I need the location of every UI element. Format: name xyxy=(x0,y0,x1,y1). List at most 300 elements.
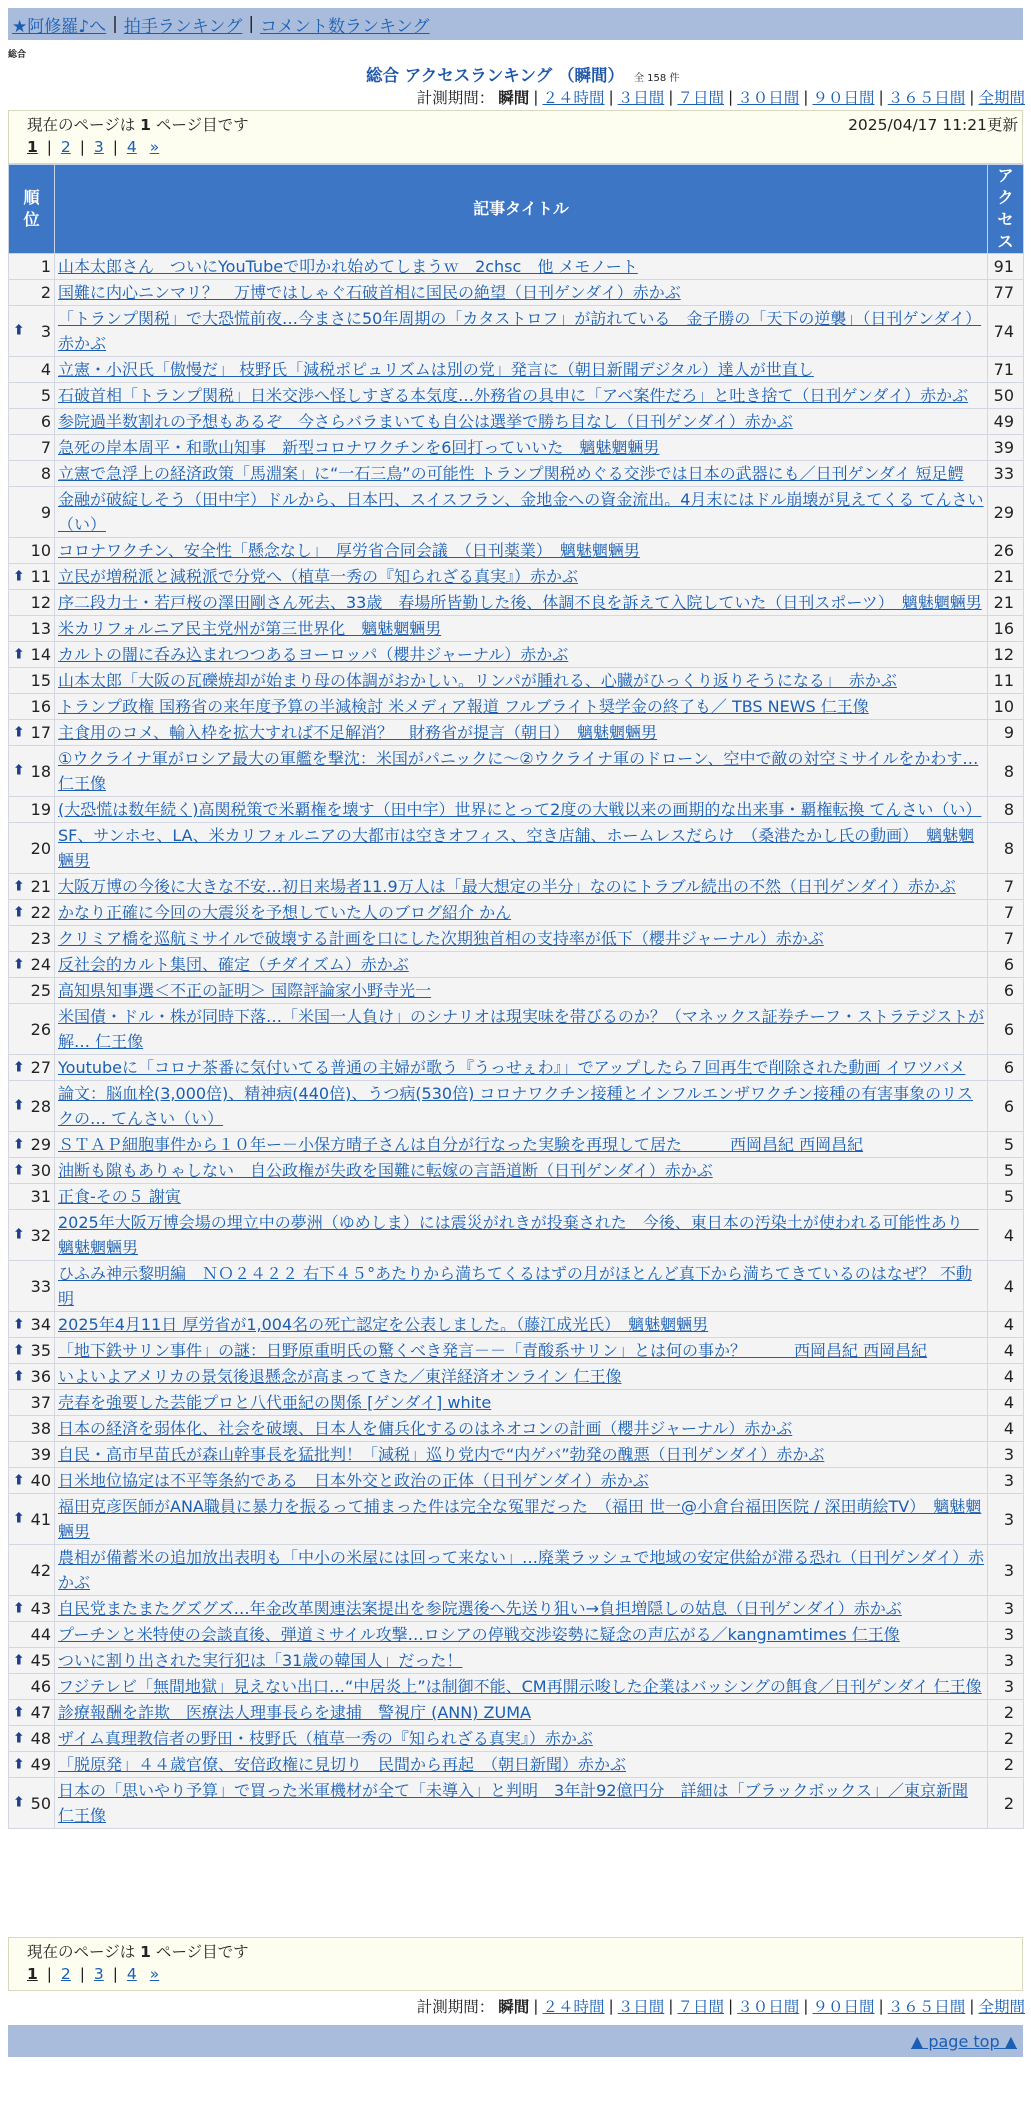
table-row xyxy=(9,1312,1024,1338)
access-count: 71 xyxy=(988,357,1024,383)
access-count: 6 xyxy=(988,1055,1024,1081)
page-current: 1 xyxy=(27,1965,38,1983)
title-cell xyxy=(55,874,988,900)
title-cell xyxy=(55,254,988,280)
table-row xyxy=(9,642,1024,668)
article-link[interactable]: 高知県知事選＜不正の証明＞ 国際評論家小野寺光一 xyxy=(58,981,432,1000)
table-row xyxy=(9,280,1024,306)
rank-number: 22 xyxy=(30,903,51,922)
rank-number: 23 xyxy=(30,929,51,948)
article-link[interactable]: 2025年4月11日 厚労省が1,004名の死亡認定を公表しました。（藤江成光氏） 魑魅魍魎男 xyxy=(58,1315,709,1334)
page-link-4[interactable]: 4 xyxy=(126,1965,137,1983)
article-link[interactable]: 「トランプ関税」で大恐慌前夜…今まさに50年周期の「カタストロフ」が訪れている 金子勝の「天下の逆襲」（日刊ゲンダイ）赤かぶ xyxy=(58,309,982,353)
title-cell xyxy=(55,1700,988,1726)
rank-cell xyxy=(9,487,55,538)
title-cell xyxy=(55,590,988,616)
article-link[interactable]: フジテレビ「無間地獄」見えない出口…“中居炎上”は制御不能、CM再開示唆した企業はバッシングの餌食／日刊ゲンダイ 仁王像 xyxy=(58,1677,982,1696)
title-cell xyxy=(55,1468,988,1494)
arrow-up-icon: ⬆ xyxy=(13,1226,25,1243)
table-row xyxy=(9,900,1024,926)
table-row xyxy=(9,1468,1024,1494)
table-row xyxy=(9,435,1024,461)
access-count: 7 xyxy=(988,874,1024,900)
table-row xyxy=(9,1648,1024,1674)
title-cell xyxy=(55,797,988,823)
page-top-link[interactable]: ▲ page top ▲ xyxy=(910,2031,1017,2051)
rank-cell xyxy=(9,1778,55,1829)
table-row xyxy=(9,590,1024,616)
rank-number: 45 xyxy=(30,1651,51,1670)
table-row xyxy=(9,926,1024,952)
article-link[interactable]: トランプ政権 国務省の来年度予算の半減検討 米メディア報道 フルブライト奨学金の終了も／ TBS NEWS 仁王像 xyxy=(58,697,869,716)
rank-cell xyxy=(9,1338,55,1364)
title-cell xyxy=(55,978,988,1004)
article-link[interactable]: クリミア橋を巡航ミサイルで破壊する計画を口にした次期独首相の支持率が低下（櫻井ジャーナル）赤かぶ xyxy=(58,929,824,948)
page-link-3[interactable]: 3 xyxy=(93,138,104,156)
nav-separator: | xyxy=(112,14,118,34)
arrow-up-icon: ⬆ xyxy=(13,1342,25,1358)
rank-number: 4 xyxy=(40,360,51,379)
rank-cell xyxy=(9,978,55,1004)
period-link-7d[interactable]: ７日間 xyxy=(677,1998,724,2016)
table-row xyxy=(9,797,1024,823)
article-link[interactable]: 石破首相「トランプ関税」日米交渉へ怪しすぎる本気度…外務省の具申に「アベ案件だろ」と吐き捨て（日刊ゲンダイ）赤かぶ xyxy=(58,386,969,405)
article-link[interactable]: 日米地位協定は不平等条約である 日本外交と政治の正体（日刊ゲンダイ）赤かぶ xyxy=(58,1471,649,1490)
table-row xyxy=(9,1416,1024,1442)
rank-cell xyxy=(9,538,55,564)
arrow-up-icon: ⬆ xyxy=(13,1368,25,1384)
rank-number: 20 xyxy=(30,838,51,858)
table-row xyxy=(9,487,1024,538)
access-count: 49 xyxy=(988,409,1024,435)
article-link[interactable]: 論文：脳血栓(3,000倍)、精神病(440倍)、うつ病(530倍) コロナワクチン接種とインフルエンザワクチン接種の有害事象のリスクの… てんさい（い） xyxy=(58,1084,973,1128)
access-count: 6 xyxy=(988,1004,1024,1055)
rank-cell xyxy=(9,1364,55,1390)
article-link[interactable]: 国難に内心ニンマリ？ 万博ではしゃぐ石破首相に国民の絶望（日刊ゲンダイ）赤かぶ xyxy=(58,283,681,302)
rank-cell xyxy=(9,461,55,487)
table-row xyxy=(9,1442,1024,1468)
article-link[interactable]: ＳＴＡＰ細胞事件から１０年ー－小保方晴子さんは自分が行なった実験を再現して居た 西岡昌紀 西岡昌紀 xyxy=(58,1135,864,1154)
arrow-up-icon: ⬆ xyxy=(13,1730,25,1746)
article-link[interactable]: 立民が増税派と減税派で分党へ（植草一秀の『知られざる真実』）赤かぶ xyxy=(58,567,579,586)
table-row xyxy=(9,1132,1024,1158)
access-count: 5 xyxy=(988,1184,1024,1210)
table-row xyxy=(9,1545,1024,1596)
rank-number: 35 xyxy=(30,1341,51,1360)
article-link[interactable]: 売春を強要した芸能プロと八代亜紀の関係 [ゲンダイ] white xyxy=(58,1393,492,1412)
access-count: 2 xyxy=(988,1778,1024,1829)
table-row xyxy=(9,357,1024,383)
rank-number: 11 xyxy=(30,567,51,586)
nav-link-comment-ranking[interactable]: コメント数ランキング xyxy=(260,16,430,37)
access-count: 2 xyxy=(988,1700,1024,1726)
table-row xyxy=(9,1261,1024,1312)
article-link[interactable]: 油断も隙もありゃしない 自公政権が失政を国難に転嫁の言語道断（日刊ゲンダイ）赤かぶ xyxy=(58,1161,713,1180)
rank-number: 50 xyxy=(30,1793,51,1813)
article-link[interactable]: プーチンと米特使の会談直後、弾道ミサイル攻撃…ロシアの停戦交渉姿勢に疑念の声広がる／kangnamtimes 仁王像 xyxy=(58,1625,900,1644)
table-row xyxy=(9,1674,1024,1700)
access-count: 2 xyxy=(988,1726,1024,1752)
title-cell xyxy=(55,1622,988,1648)
article-link[interactable]: 診療報酬を詐欺 医療法人理事長らを逮捕 警視庁 (ANN) ZUMA xyxy=(58,1703,531,1722)
page-link-next[interactable]: » xyxy=(149,1965,160,1983)
top-nav xyxy=(8,8,1023,40)
period-link-90d[interactable]: ９０日間 xyxy=(812,1998,875,2016)
rank-number: 16 xyxy=(30,697,51,716)
title-cell xyxy=(55,616,988,642)
table-row xyxy=(9,383,1024,409)
access-count: 26 xyxy=(988,538,1024,564)
period-link-90d[interactable]: ９０日間 xyxy=(812,89,875,107)
rank-cell xyxy=(9,823,55,874)
rank-cell xyxy=(9,564,55,590)
access-count: 3 xyxy=(988,1622,1024,1648)
period-link-365d[interactable]: ３６５日間 xyxy=(887,1998,966,2016)
rank-cell xyxy=(9,952,55,978)
title-cell xyxy=(55,1055,988,1081)
title-cell xyxy=(55,1364,988,1390)
ranking-title-row xyxy=(366,62,679,84)
arrow-up-icon: ⬆ xyxy=(13,1136,25,1152)
article-link[interactable]: SF、サンホセ、LA、米カリフォルニアの大都市は空きオフィス、空き店舗、ホームレスだらけ （桑港たかし氏の動画） 魑魅魍魎男 xyxy=(58,826,975,870)
period-link-30d[interactable]: ３０日間 xyxy=(737,89,800,107)
title-cell xyxy=(55,1158,988,1184)
table-row xyxy=(9,1081,1024,1132)
rank-cell xyxy=(9,616,55,642)
article-link[interactable]: 山本太郎さん ついにYouTubeで叩かれ始めてしまうｗ 2chsc 他 メモノート xyxy=(58,257,638,276)
rank-number: 10 xyxy=(30,541,51,560)
rank-cell xyxy=(9,1726,55,1752)
rank-cell xyxy=(9,1674,55,1700)
article-link[interactable]: ひふみ神示黎明編 ＮＯ２４２２ 右下４５°あたりから満ちてくるはずの月がほとんど真下から満ちてきているのはなぜ？ 不動明 xyxy=(58,1264,972,1308)
rank-cell xyxy=(9,1752,55,1778)
rank-number: 21 xyxy=(30,877,51,896)
article-link[interactable]: 立憲・小沢氏「傲慢だ」 枝野氏「減税ポピュリズムは別の党」発言に（朝日新聞デジタル）達人が世直し xyxy=(58,360,814,379)
period-link-all[interactable]: 全期間 xyxy=(978,89,1025,107)
table-row xyxy=(9,1364,1024,1390)
period-link-24h[interactable]: ２４時間 xyxy=(542,1998,605,2016)
title-cell xyxy=(55,280,988,306)
arrow-up-icon: ⬆ xyxy=(13,956,25,972)
rank-cell xyxy=(9,383,55,409)
access-count: 6 xyxy=(988,978,1024,1004)
article-link[interactable]: Youtubeに「コロナ茶番に気付いてる普通の主婦が歌う『うっせぇわ』」でアップしたら７回再生で削除された動画 イワツバメ xyxy=(58,1058,966,1077)
table-row xyxy=(9,1622,1024,1648)
footer-bar xyxy=(8,2025,1023,2057)
article-link[interactable]: かなり正確に今回の大震災を予想していた人のブログ紹介 かん xyxy=(58,903,512,922)
article-link[interactable]: 正食-その５ 謝寅 xyxy=(58,1187,181,1206)
access-count: 91 xyxy=(988,254,1024,280)
article-link[interactable]: 金融が破綻しそう（田中宇）ドルから、日本円、スイスフラン、金地金への資金流出。4月末にはドル崩壊が見えてくる てんさい（い） xyxy=(58,490,984,534)
access-count: 3 xyxy=(988,1648,1024,1674)
access-count: 3 xyxy=(988,1442,1024,1468)
rank-number: 37 xyxy=(30,1393,51,1412)
rank-number: 15 xyxy=(30,671,51,690)
paging-box-bottom xyxy=(8,1937,1023,1991)
table-row xyxy=(9,1210,1024,1261)
rank-number: 47 xyxy=(30,1703,51,1722)
arrow-up-icon: ⬆ xyxy=(13,322,25,339)
article-link[interactable]: 山本太郎「大阪の瓦礫焼却が始まり母の体調がおかしい。リンパが腫れる、心臓がひっくり返りそうになる」 赤かぶ xyxy=(58,671,897,690)
rank-cell xyxy=(9,1081,55,1132)
access-count: 3 xyxy=(988,1468,1024,1494)
arrow-up-icon: ⬆ xyxy=(13,904,25,920)
access-count: 10 xyxy=(988,694,1024,720)
title-cell xyxy=(55,538,988,564)
rank-number: 30 xyxy=(30,1161,51,1180)
rank-cell xyxy=(9,1494,55,1545)
article-link[interactable]: 米カリフォルニア民主党州が第三世界化 魑魅魍魎男 xyxy=(58,619,442,638)
access-count: 4 xyxy=(988,1364,1024,1390)
title-cell xyxy=(55,1545,988,1596)
article-link[interactable]: 農相が備蓄米の追加放出表明も「中小の米屋には回って来ない」…廃業ラッシュで地域の安定供給が滞る恐れ（日刊ゲンダイ）赤かぶ xyxy=(58,1548,985,1592)
access-count: 3 xyxy=(988,1596,1024,1622)
table-row xyxy=(9,1752,1024,1778)
article-link[interactable]: 2025年大阪万博会場の埋立中の夢洲（ゆめしま）には震災がれきが投棄された 今後、東日本の汚染土が使われる可能性あり 魑魅魍魎男 xyxy=(58,1213,979,1257)
period-selector-bottom: 計測期間： 瞬間 | ２４時間 | ３日間 | ７日間 | ３０日間 | ９０日間 | ３６５日間 | 全期間 xyxy=(416,1997,1025,2016)
table-row xyxy=(9,746,1024,797)
table-row xyxy=(9,668,1024,694)
table-row xyxy=(9,978,1024,1004)
table-row xyxy=(9,306,1024,357)
arrow-up-icon: ⬆ xyxy=(13,724,25,740)
access-count: 3 xyxy=(988,1545,1024,1596)
page-link-2[interactable]: 2 xyxy=(60,1965,71,1983)
arrow-up-icon: ⬆ xyxy=(13,1652,25,1668)
rank-number: 41 xyxy=(30,1509,51,1529)
access-count: 2 xyxy=(988,1752,1024,1778)
title-cell xyxy=(55,461,988,487)
period-link-30d[interactable]: ３０日間 xyxy=(737,1998,800,2016)
page-link-next[interactable]: » xyxy=(149,138,160,156)
rank-number: 34 xyxy=(30,1315,51,1334)
article-link[interactable]: コロナワクチン、安全性「懸念なし」 厚労省合同会議 （日刊薬業） 魑魅魍魎男 xyxy=(58,541,640,560)
arrow-up-icon: ⬆ xyxy=(13,1794,25,1811)
title-cell xyxy=(55,1338,988,1364)
title-cell xyxy=(55,1081,988,1132)
period-link-365d[interactable]: ３６５日間 xyxy=(887,89,966,107)
title-cell xyxy=(55,409,988,435)
rank-cell xyxy=(9,435,55,461)
access-count: 33 xyxy=(988,461,1024,487)
rank-number: 25 xyxy=(30,981,51,1000)
period-link-3d[interactable]: ３日間 xyxy=(617,1998,665,2016)
nav-link-asyura[interactable]: ★阿修羅♪へ xyxy=(12,16,107,37)
title-cell xyxy=(55,1416,988,1442)
rank-number: 3 xyxy=(40,321,51,341)
access-count: 3 xyxy=(988,1674,1024,1700)
article-link[interactable]: 「脱原発」４４歳官僚、安倍政権に見切り 民間から再起 （朝日新聞）赤かぶ xyxy=(58,1755,627,1774)
access-count: 77 xyxy=(988,280,1024,306)
table-row xyxy=(9,1726,1024,1752)
article-link[interactable]: 自民党またまたグズグズ…年金改革関連法案提出を参院選後へ先送り狙い→負担増隠しの姑息（日刊ゲンダイ）赤かぶ xyxy=(58,1599,902,1618)
title-cell xyxy=(55,383,988,409)
table-row xyxy=(9,1390,1024,1416)
article-link[interactable]: 日本の「思いやり予算」で買った米軍機材が全て「未導入」と判明 3年計92億円分 詳細は「ブラックボックス」／東京新聞 仁王像 xyxy=(58,1781,969,1825)
title-cell xyxy=(55,694,988,720)
nav-separator: | xyxy=(248,14,255,34)
rank-cell xyxy=(9,1700,55,1726)
header-title: 記事タイトル xyxy=(55,165,988,254)
title-cell xyxy=(55,435,988,461)
access-count: 4 xyxy=(988,1390,1024,1416)
access-count: 5 xyxy=(988,1158,1024,1184)
rank-number: 29 xyxy=(30,1135,51,1154)
table-row xyxy=(9,538,1024,564)
title-cell xyxy=(55,1726,988,1752)
rank-cell xyxy=(9,1184,55,1210)
rank-number: 12 xyxy=(30,593,51,612)
rank-number: 32 xyxy=(30,1225,51,1245)
table-row xyxy=(9,1055,1024,1081)
article-link[interactable]: 自民・高市早苗氏が森山幹事長を猛批判！「減税」巡り党内で“内ゲバ”勃発の醜悪（日刊ゲンダイ）赤かぶ xyxy=(58,1445,825,1464)
article-link[interactable]: 主食用のコメ、輸入枠を拡大すれば不足解消？ 財務省が提言（朝日） 魑魅魍魎男 xyxy=(58,723,658,742)
title-cell xyxy=(55,357,988,383)
article-link[interactable]: いよいよアメリカの景気後退懸念が高まってきた／東洋経済オンライン 仁王像 xyxy=(58,1367,622,1386)
rank-cell xyxy=(9,1055,55,1081)
period-link-3d[interactable]: ３日間 xyxy=(617,89,665,107)
rank-cell xyxy=(9,306,55,357)
arrow-up-icon: ⬆ xyxy=(13,1097,25,1114)
table-row xyxy=(9,1004,1024,1055)
rank-number: 40 xyxy=(30,1471,51,1490)
access-count: 11 xyxy=(988,668,1024,694)
article-link[interactable]: 「地下鉄サリン事件」の謎：日野原重明氏の驚くべき発言－－「青酸系サリン」とは何の事か？ 西岡昌紀 西岡昌紀 xyxy=(58,1341,928,1360)
access-count: 4 xyxy=(988,1338,1024,1364)
ranking-table xyxy=(8,164,1024,1829)
arrow-up-icon: ⬆ xyxy=(13,1704,25,1720)
updated-timestamp: 2025/04/17 11:21更新 xyxy=(848,116,1018,134)
header-count: アクセス xyxy=(988,165,1024,254)
rank-cell xyxy=(9,797,55,823)
article-link[interactable]: 大阪万博の今後に大きな不安…初日来場者11.9万人は「最大想定の半分」なのにトラブル続出の不然（日刊ゲンダイ）赤かぶ xyxy=(58,877,956,896)
article-link[interactable]: 日本の経済を弱体化、社会を破壊、日本人を傭兵化するのはネオコンの計画（櫻井ジャーナル）赤かぶ xyxy=(58,1419,793,1438)
title-cell xyxy=(55,1596,988,1622)
title-cell xyxy=(55,1648,988,1674)
rank-cell xyxy=(9,1261,55,1312)
period-link-all[interactable]: 全期間 xyxy=(978,1998,1025,2016)
article-link[interactable]: ①ウクライナ軍がロシア最大の軍艦を撃沈：米国がパニックに～②ウクライナ軍のドローン、空中で敵の対空ミサイルをかわす… 仁王像 xyxy=(58,749,979,793)
title-cell xyxy=(55,668,988,694)
nav-link-applause-ranking[interactable]: 拍手ランキング xyxy=(123,16,243,37)
table-row xyxy=(9,461,1024,487)
rank-number: 14 xyxy=(30,645,51,664)
rank-number: 42 xyxy=(30,1560,51,1580)
rank-cell xyxy=(9,1210,55,1261)
arrow-up-icon: ⬆ xyxy=(13,1059,25,1075)
page-link-2[interactable]: 2 xyxy=(60,138,71,156)
rank-cell xyxy=(9,1158,55,1184)
arrow-up-icon: ⬆ xyxy=(13,1316,25,1332)
title-cell xyxy=(55,952,988,978)
table-row xyxy=(9,409,1024,435)
table-row xyxy=(9,1596,1024,1622)
rank-number: 8 xyxy=(40,464,51,483)
rank-cell xyxy=(9,746,55,797)
table-row xyxy=(9,1700,1024,1726)
table-row xyxy=(9,564,1024,590)
period-current: 瞬間 xyxy=(498,89,530,107)
arrow-up-icon: ⬆ xyxy=(13,1756,25,1772)
title-cell xyxy=(55,1312,988,1338)
rank-number: 43 xyxy=(30,1599,51,1618)
rank-number: 5 xyxy=(40,386,51,405)
rank-number: 13 xyxy=(30,619,51,638)
page-link-3[interactable]: 3 xyxy=(93,1965,104,1983)
article-link[interactable]: 福田克彦医師がANA職員に暴力を振るって捕まった件は完全な冤罪だった （福田 世一@小倉台福田医院 / 深田萌絵TV） 魑魅魍魎男 xyxy=(58,1497,982,1541)
access-count: 39 xyxy=(988,435,1024,461)
table-row xyxy=(9,1778,1024,1829)
access-count: 21 xyxy=(988,590,1024,616)
rank-number: 9 xyxy=(40,502,51,522)
arrow-up-icon: ⬆ xyxy=(13,1472,25,1488)
access-count: 8 xyxy=(988,797,1024,823)
article-link[interactable]: 急死の岸本周平・和歌山知事 新型コロナワクチンを6回打っていいた 魑魅魍魎男 xyxy=(58,438,660,457)
article-link[interactable]: 米国債・ドル・株が同時下落…「米国一人負け」のシナリオは現実味を帯びるのか？（マネックス証券チーフ・ストラテジストが解… 仁王像 xyxy=(58,1007,985,1051)
article-link[interactable]: ザイム真理教信者の野田・枝野氏（植草一秀の『知られざる真実』）赤かぶ xyxy=(58,1729,593,1748)
access-count: 21 xyxy=(988,564,1024,590)
rank-cell xyxy=(9,1468,55,1494)
page-current: 1 xyxy=(27,138,38,156)
rank-number: 33 xyxy=(30,1276,51,1296)
period-label: 計測期間： xyxy=(416,89,495,107)
article-link[interactable]: ついに割り出された実行犯は「31歳の韓国人」だった！ xyxy=(58,1651,463,1670)
category-label: 総合 xyxy=(8,50,27,60)
title-cell xyxy=(55,746,988,797)
rank-cell xyxy=(9,694,55,720)
title-cell xyxy=(55,1674,988,1700)
rank-cell xyxy=(9,720,55,746)
period-link-7d[interactable]: ７日間 xyxy=(677,89,724,107)
page-link-4[interactable]: 4 xyxy=(126,138,137,156)
title-cell xyxy=(55,1132,988,1158)
total-count: 全 158 件 xyxy=(634,73,680,84)
access-count: 4 xyxy=(988,1261,1024,1312)
page-status: 現在のページは 1 ページ目です xyxy=(27,116,249,134)
rank-number: 48 xyxy=(30,1729,51,1748)
article-link[interactable]: (大恐慌は数年続く)高関税策で米覇権を壊す（田中宇）世界にとって2度の大戦以来の画期的な出来事・覇権転換 てんさい（い） xyxy=(58,800,982,819)
access-count: 7 xyxy=(988,900,1024,926)
pagination: 1 | 2 | 3 | 4 » xyxy=(27,1965,160,1983)
rank-cell xyxy=(9,1390,55,1416)
arrow-up-icon: ⬆ xyxy=(13,1600,25,1616)
rank-cell xyxy=(9,1312,55,1338)
table-row xyxy=(9,694,1024,720)
access-count: 29 xyxy=(988,487,1024,538)
arrow-up-icon: ⬆ xyxy=(13,568,25,584)
rank-cell xyxy=(9,642,55,668)
rank-number: 46 xyxy=(30,1677,51,1696)
pagination: 1 | 2 | 3 | 4 » xyxy=(27,138,160,156)
table-row xyxy=(9,720,1024,746)
title-cell xyxy=(55,1184,988,1210)
title-cell xyxy=(55,1261,988,1312)
article-link[interactable]: 序二段力士・若戸桜の澤田剛さん死去、33歳 春場所皆勤した後、体調不良を訴えて入院していた（日刊スポーツ） 魑魅魍魎男 xyxy=(58,593,982,612)
page-title: 総合 アクセスランキング （瞬間） xyxy=(366,66,624,85)
title-cell xyxy=(55,487,988,538)
rank-number: 31 xyxy=(30,1187,51,1206)
rank-cell xyxy=(9,1442,55,1468)
arrow-up-icon: ⬆ xyxy=(13,646,25,662)
period-link-24h[interactable]: ２４時間 xyxy=(542,89,605,107)
title-cell xyxy=(55,720,988,746)
article-link[interactable]: 参院過半数割れの予想もあるぞ 今さらバラまいても自公は選挙で勝ち目なし（日刊ゲンダイ）赤かぶ xyxy=(58,412,793,431)
article-link[interactable]: 立憲で急浮上の経済政策「馬淵案」に“一石三鳥”の可能性 トランプ関税めぐる交渉では日本の武器にも／日刊ゲンダイ 短足鰐 xyxy=(58,464,964,483)
article-link[interactable]: 反社会的カルト集団、確定（チダイズム）赤かぶ xyxy=(58,955,409,974)
rank-cell xyxy=(9,590,55,616)
article-link[interactable]: カルトの闇に呑み込まれつつあるヨーロッパ（櫻井ジャーナル）赤かぶ xyxy=(58,645,569,664)
title-cell xyxy=(55,1752,988,1778)
